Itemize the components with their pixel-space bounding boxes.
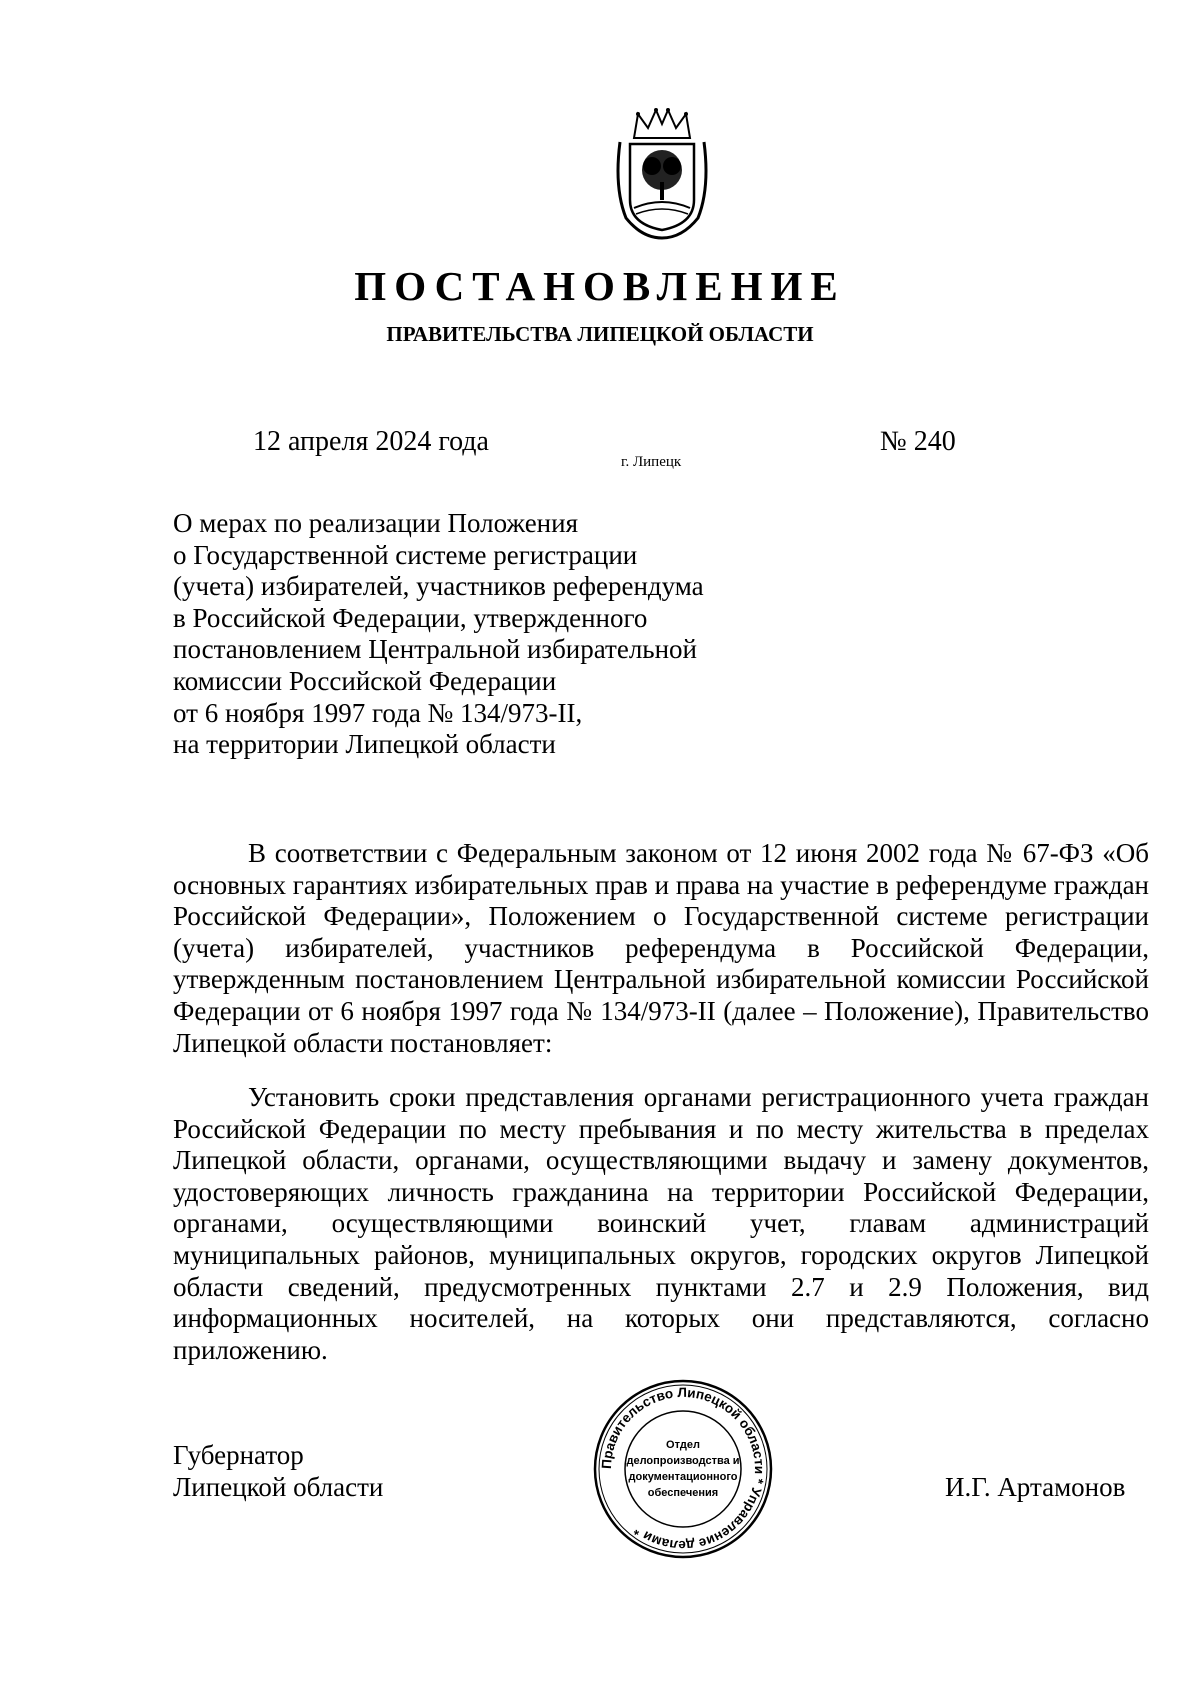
signatory-title bbox=[173, 1440, 383, 1503]
subject-line: о Государственной системе регистрации bbox=[173, 539, 638, 570]
document-date: 12 апреля 2024 года bbox=[253, 426, 489, 457]
subject-line: от 6 ноября 1997 года № 134/973-II, bbox=[173, 697, 583, 728]
document-subject bbox=[173, 508, 893, 761]
lipetsk-coat-of-arms-icon bbox=[612, 108, 712, 240]
seal-center-line: документационного bbox=[628, 1471, 738, 1483]
seal-center-line: Отдел bbox=[666, 1439, 700, 1451]
seal-ring-text: Правительство Липецкой области * Управление делами * bbox=[598, 1384, 768, 1554]
subject-line: комиссии Российской Федерации bbox=[173, 665, 557, 696]
subject-line: на территории Липецкой области bbox=[173, 729, 556, 760]
subject-line: (учета) избирателей, участников референдума bbox=[173, 571, 704, 602]
body-paragraph: Установить сроки представления органами регистрационного учета граждан Российской Федерации по месту пребывания и по месту жительства в пределах Липецкой области, органами, осуществляющими выдачу и замену документов, удостоверяющих личность гражданина на территории Российской Федерации, органами, осуществляющими воинский учет, главам администраций муниципальных районов, муниципальных округов, городских округов Липецкой области сведений, предусмотренных пунктами 2.7 и 2.9 Положения, вид информационных носителей, на которых они представляются, согласно приложению. bbox=[173, 1082, 1149, 1365]
document-type-title: ПОСТАНОВЛЕНИЕ bbox=[354, 263, 846, 309]
svg-text:Правительство Липецкой области bbox=[599, 1385, 767, 1553]
document-number: № 240 bbox=[880, 426, 956, 457]
body-paragraph: В соответствии с Федеральным законом от 12 июня 2002 года № 67-ФЗ «Об основных гарантиях избирательных прав и права на участие в референдуме граждан Российской Федерации», Положением о Государственной системе регистрации (учета) избирателей, участников референдума в Российской Федерации, утвержденным постановлением Центральной избирательной комиссии Российской Федерации от 6 ноября 1997 года № 134/973-II (далее – Положение), Правительство Липецкой области постановляет: bbox=[173, 838, 1149, 1058]
official-seal-stamp bbox=[592, 1378, 774, 1560]
subject-line: постановлением Центральной избирательной bbox=[173, 634, 698, 665]
document-place: г. Липецк bbox=[621, 454, 682, 470]
seal-center-line: обеспечения bbox=[647, 1487, 719, 1499]
seal-center-line: делопроизводства и bbox=[626, 1455, 740, 1467]
issuer-name: ПРАВИТЕЛЬСТВА ЛИПЕЦКОЙ ОБЛАСТИ bbox=[386, 322, 814, 346]
signatory-name: И.Г. Артамонов bbox=[945, 1472, 1126, 1502]
subject-line: в Российской Федерации, утвержденного bbox=[173, 602, 648, 633]
signatory-title-line: Липецкой области bbox=[173, 1471, 384, 1502]
signatory-title-line: Губернатор bbox=[173, 1440, 304, 1470]
subject-line: О мерах по реализации Положения bbox=[173, 508, 578, 538]
